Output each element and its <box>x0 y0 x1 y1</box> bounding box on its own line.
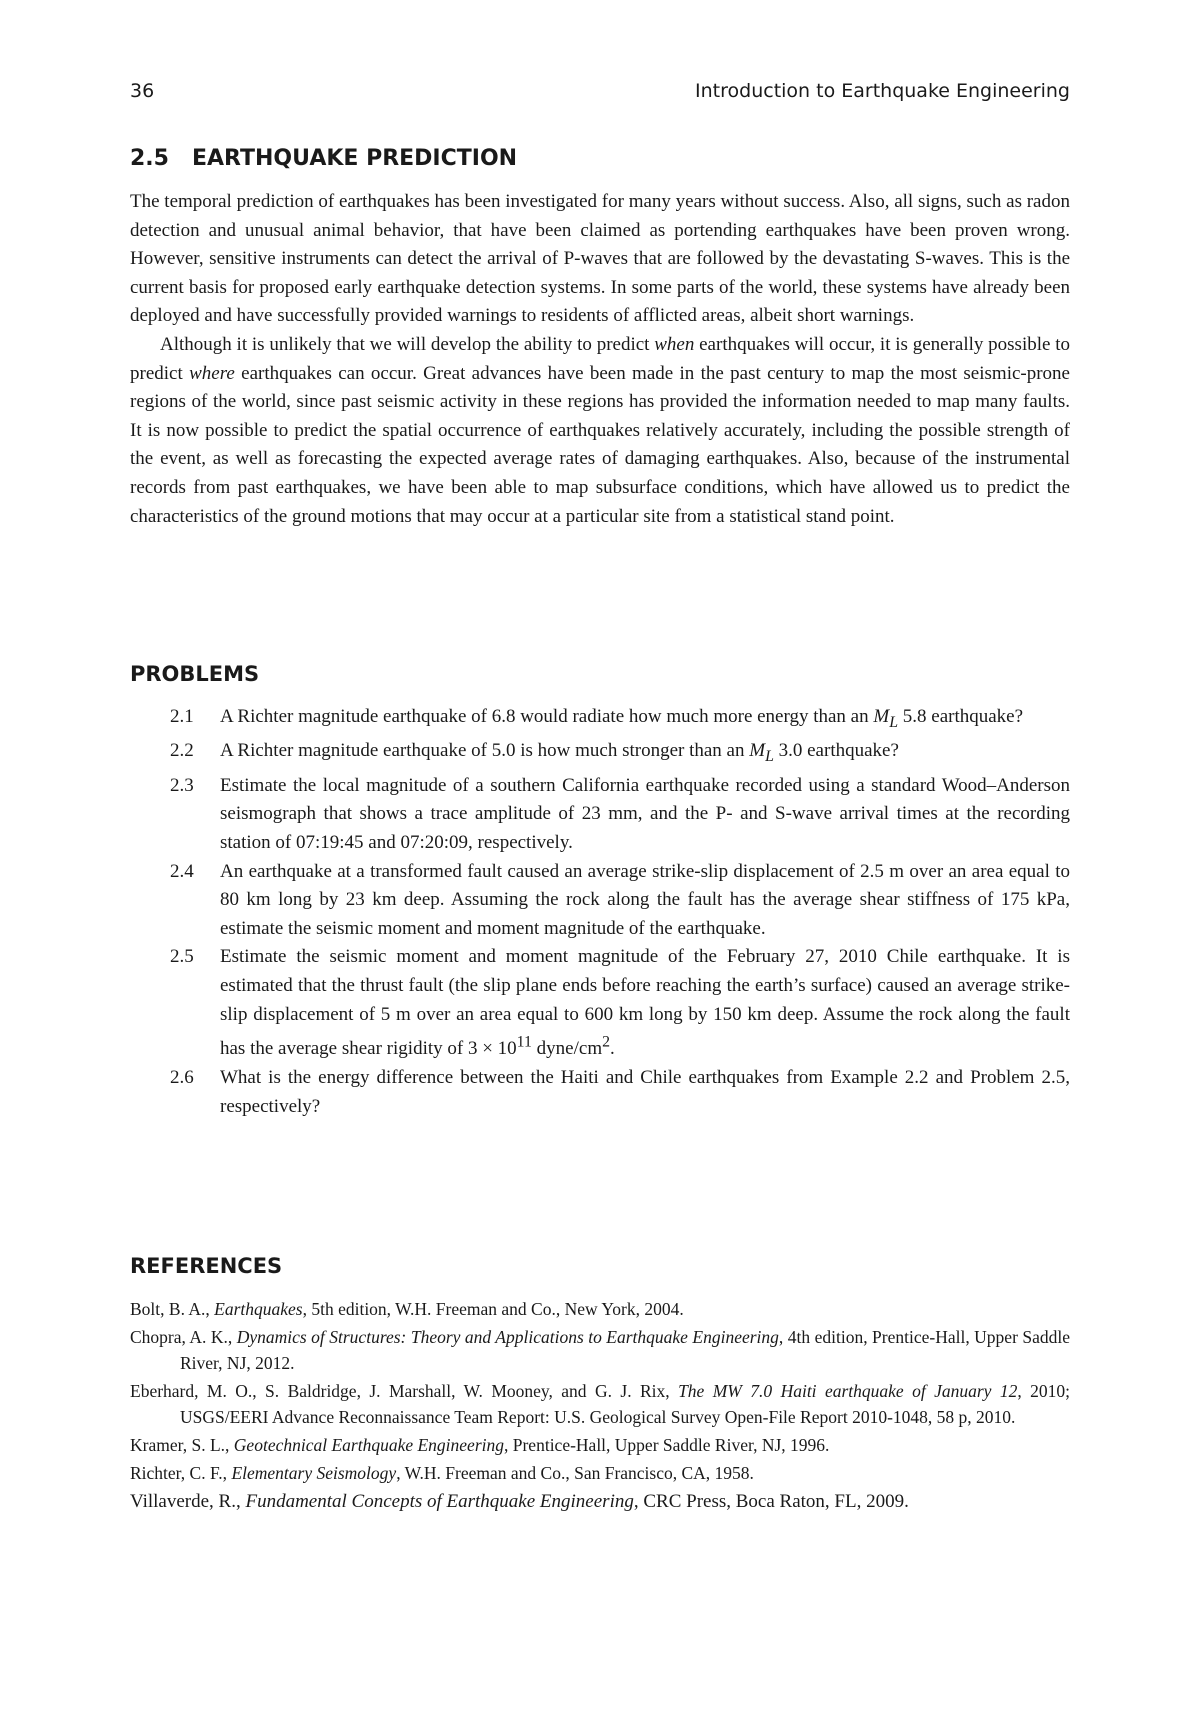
problems-heading: PROBLEMS <box>130 662 260 686</box>
text-run: What is the energy difference between the Haiti and Chile earthquakes from Example 2.2 and Problem 2.5, respectively? <box>220 1067 1070 1117</box>
section-number: 2.5 <box>130 146 169 171</box>
section-heading <box>130 146 517 171</box>
text-run: Elementary Seismology <box>231 1463 397 1483</box>
text-run: An earthquake at a transformed fault caused an average strike-slip displacement of 2.5 m over an area equal to 80 km long by 23 km deep. Assuming the rock along the fault has the average shear stiffness of 175 kPa, estimate the seismic moment and moment magnitude of the earthquake. <box>220 860 1070 939</box>
section-body <box>130 188 1070 531</box>
section-title: EARTHQUAKE PREDICTION <box>192 146 518 171</box>
text-run: , Prentice-Hall, Upper Saddle River, NJ, 1996. <box>504 1435 830 1455</box>
problem-number: 2.1 <box>170 706 194 727</box>
problems-list <box>130 703 1070 1121</box>
text-run: , W.H. Freeman and Co., San Francisco, CA, 1958. <box>396 1463 754 1483</box>
problem-text <box>220 775 1070 853</box>
text-run: when <box>654 333 695 355</box>
problem-number: 2.2 <box>170 740 194 762</box>
text-run: , CRC Press, Boca Raton, FL, 2009. <box>633 1491 909 1512</box>
problem-item <box>130 1064 1070 1121</box>
text-run: earthquakes can occur. Great advances have been made in the past century to map the most seismic-prone regions of the world, since past seismic activity in these regions has provided the information needed to map many faults. It is now possible to predict the spatial occurrence of earthquakes relatively accurately, including the possible strength of the event, as well as forecasting the expected average rates of damaging earthquakes. Also, because of the instrumental records from past earthquakes, we have been able to map subsurface conditions, which have allowed us to predict the characteristics of the ground motions that may occur at a particular site from a statistical stand point. <box>130 362 1070 527</box>
problem-item <box>130 772 1070 858</box>
problem-item <box>130 858 1070 944</box>
text-run: Villaverde, R., <box>130 1491 246 1512</box>
problem-text <box>220 706 1024 731</box>
text-run: 3.0 earthquake? <box>773 740 899 762</box>
text-run: A Richter magnitude earthquake of 5.0 is how much stronger than an <box>220 740 750 762</box>
text-run: The MW 7.0 Haiti earthquake of January 12 <box>678 1381 1018 1401</box>
text-run: . <box>610 1038 615 1060</box>
text-run: Chopra, A. K., <box>130 1327 237 1347</box>
text-run: Bolt, B. A., <box>130 1299 215 1319</box>
reference-item <box>130 1296 1070 1322</box>
text-run: 2 <box>602 1034 611 1052</box>
text-run: The temporal prediction of earthquakes has been investigated for many years without success. Also, all signs, such as radon detection and unusual animal behavior, that have been claimed as portending earthquakes have been proven wrong. However, sensitive instruments can detect the arrival of P-waves that are followed by the devastating S-waves. This is the current basis for proposed early earthquake detection systems. In some parts of the world, these systems have already been deployed and have successfully provided warnings to residents of afflicted areas, albeit short warnings. <box>130 191 1070 327</box>
text-run: Kramer, S. L., <box>130 1435 234 1455</box>
problem-number: 2.3 <box>170 774 194 796</box>
text-run: , 5th edition, W.H. Freeman and Co., New York, 2004. <box>302 1299 684 1319</box>
text-run: earthquakes will occur, it is generally possible to predict <box>130 333 1070 384</box>
text-run: where <box>189 362 235 384</box>
text-run: L <box>889 713 899 731</box>
text-run: 5.8 earthquake? <box>898 706 1024 727</box>
paragraph <box>130 188 1070 331</box>
problem-number: 2.5 <box>170 946 194 968</box>
text-run: A Richter magnitude earthquake of 6.8 would radiate how much more energy than an <box>220 706 874 727</box>
text-run: dyne/cm <box>531 1038 603 1060</box>
reference-item <box>130 1378 1070 1430</box>
reference-item <box>130 1324 1070 1376</box>
text-run: Estimate the seismic moment and moment magnitude of the February 27, 2010 Chile earthquake. It is estimated that the thrust fault (the slip plane ends before reaching the earth’s surface) caused an average strike-slip displacement of 5 m over an area equal to 600 km long by 150 km deep. Assume the rock along the fault has the average shear rigidity of 3 × 10 <box>220 946 1070 1060</box>
text-run: Estimate the local magnitude of a southern California earthquake recorded using a standard Wood–Anderson seismograph that shows a trace amplitude of 23 mm, and the P- and S-wave arrival times at the recording station of 07:19:45 and 07:20:09, respectively. <box>220 774 1070 853</box>
text-run: Geotechnical Earthquake Engineering <box>233 1435 504 1455</box>
references-heading: REFERENCES <box>130 1254 283 1278</box>
reference-item <box>130 1460 1070 1486</box>
problem-text <box>220 946 1070 1059</box>
text-run: M <box>749 740 766 762</box>
reference-item <box>130 1488 1070 1516</box>
problem-number: 2.6 <box>170 1067 194 1089</box>
problem-text <box>220 740 899 766</box>
page-number: 36 <box>130 80 155 102</box>
problem-text <box>220 1067 1070 1117</box>
problem-item <box>130 943 1070 1064</box>
text-run: Fundamental Concepts of Earthquake Engineering <box>245 1491 634 1512</box>
reference-item <box>130 1432 1070 1458</box>
text-run: Although it is unlikely that we will develop the ability to predict <box>160 333 655 355</box>
problem-item <box>130 737 1070 771</box>
paragraph <box>130 331 1070 531</box>
text-run: , 2010; USGS/EERI Advance Reconnaissance Team Report: U.S. Geological Survey Open-File Report 2010-1048, 58 p, 2010. <box>180 1381 1071 1427</box>
text-run: Eberhard, M. O., S. Baldridge, J. Marshall, W. Mooney, and G. J. Rix, <box>130 1381 679 1401</box>
text-run: M <box>873 706 890 727</box>
text-run: Richter, C. F., <box>130 1463 232 1483</box>
book-title: Introduction to Earthquake Engineering <box>695 80 1070 102</box>
problem-text <box>220 861 1070 939</box>
problem-item <box>130 703 1070 737</box>
text-run: 11 <box>516 1034 532 1052</box>
text-run: L <box>765 748 774 766</box>
text-run: Earthquakes <box>214 1299 303 1319</box>
text-run: , 4th edition, Prentice-Hall, Upper Saddle River, NJ, 2012. <box>180 1327 1070 1373</box>
text-run: Dynamics of Structures: Theory and Applications to Earthquake Engineering <box>236 1327 779 1347</box>
running-head <box>130 80 1070 110</box>
problem-number: 2.4 <box>170 860 194 882</box>
references-list <box>130 1296 1070 1518</box>
